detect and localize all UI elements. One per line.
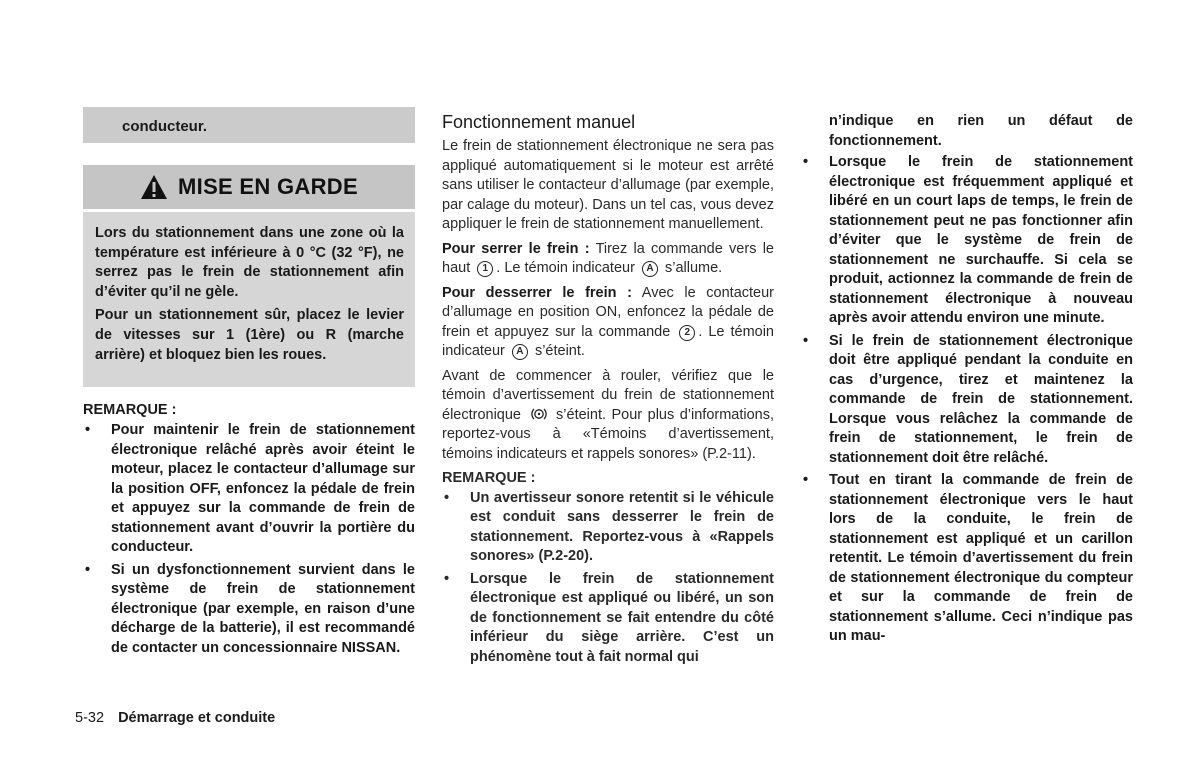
serrer-text: . Le témoin indicateur [496,260,635,276]
list-item-text: Lorsque le frein de stationnement électronique est fréquemment appliqué et libéré en un court laps de temps, le frein de stationnement peut ne pas fonctionner afin d’éviter que le système de frein de stationnement ne surchauffe. Si cela se produit, actionnez la commande de frein de stationnement électronique à nouveau après avoir attendu environ une minute. [829,154,1133,326]
list-item-text: Tout en tirant la commande de frein de stationnement électronique vers le haut lors de la conduite, le frein de stationnement est appliqué et un carillon retentit. Le témoin d’avertissement du frein de stationnement électronique du compteur et sur la commande de frein de stationnement s’allume. Ceci n’indique pas un mau- [829,472,1133,644]
list-item [83,421,415,558]
bullet-dot: • [444,489,450,506]
bullet-dot: • [444,570,450,587]
list-item [801,153,1133,329]
bullet-dot: • [803,154,809,170]
conducteur-box [83,107,415,143]
list-item [801,471,1133,647]
list-item-text: Si un dysfonctionnement survient dans le système de frein de stationnement électronique (par exemple, en raison d’une décharge de la batterie), il est recommandé de contacter un concessionnaire NISSAN. [111,561,415,656]
bullet-dot: • [803,332,809,349]
brake-warning-icon [530,406,548,422]
list-item [83,561,415,659]
avant-paragraph [442,367,774,465]
list-item [801,332,1133,469]
desserrer-text: . Le témoin indicateur [442,323,774,359]
page-number: 5-32 [75,710,105,726]
avant-text: Avant de commencer à rouler, vérifiez que le témoin d’avertissement du frein de stationnement électronique [442,367,774,423]
conducteur-text: conducteur. [122,118,208,135]
intro-paragraph: Le frein de stationnement électronique ne sera pas appliqué automatiquement si le moteur est arrêté sans utiliser le contacteur d’allumage (par exemple, par calage du moteur). Dans un tel cas, vous devez appliquer le frein de stationnement manuellement. [442,138,774,232]
indicator-a-icon: A [642,261,658,277]
list-item [442,489,774,567]
section-name: Démarrage et conduite [118,710,276,726]
serrer-label: Pour serrer le frein : [442,240,590,257]
warning-body [83,212,415,387]
serrer-paragraph [442,240,774,279]
middle-body [442,137,774,670]
warning-title: MISE EN GARDE [178,174,358,199]
callout-2-icon: 2 [679,325,695,341]
warning-paragraph: Lors du stationnement dans une zone où la température est inférieure à 0 °C (32 °F), ne serrez pas le frein de stationnement afin d’éviter qu’il ne gèle. [95,225,404,300]
warning-triangle-icon [140,174,168,200]
serrer-text: Tirez la commande vers le haut [442,240,774,276]
remark-title: REMARQUE : [83,402,177,418]
desserrer-label: Pour desserrer le frein : [442,284,632,301]
remark-bullets [83,421,415,661]
list-item [442,570,774,668]
bullet-dot: • [85,422,91,438]
warning-header [83,165,415,209]
list-item-text: Lorsque le frein de stationnement électronique est appliqué ou libéré, un son de fonctionnement se fait entendre du côté inférieur du siège arrière. C’est un phénomène tout à fait normal qui [470,570,774,665]
desserrer-paragraph [442,284,774,362]
list-item-text: Si le frein de stationnement électronique doit être appliqué pendant la conduite en cas d’urgence, tirez et maintenez la commande de frein de stationnement. Lorsque vous relâchez la commande de frein de stationnement, le frein de stationnement doit être relâché. [829,332,1133,466]
avant-text: s’éteint. Pour plus d’informations, reportez-vous à «Témoins d’avertissement, témoins indicateurs et rappels sonores» (P.2-11). [442,406,775,462]
list-item-text: Un avertisseur sonore retentit si le véhicule est conduit sans desserrer le frein de stationnement. Reportez-vous à «Rappels sonores» (P.2-20). [470,489,774,564]
indicator-a-icon: A [512,344,528,360]
right-bullets [801,153,1133,650]
bullet-dot: • [803,472,809,488]
section-heading: Fonctionnement manuel [442,112,636,132]
remark-title: REMARQUE : [442,470,536,486]
bullet-dot: • [85,561,91,578]
callout-1-icon: 1 [477,261,493,277]
serrer-text: s’allume. [664,260,723,276]
warning-paragraph: Pour un stationnement sûr, placez le levier de vitesses sur 1 (1ère) ou R (marche arrière) et bloquez bien les roues. [95,307,404,363]
list-item-text: Pour maintenir le frein de stationnement électronique relâché après avoir éteint le moteur, placez le contacteur d’allumage sur la position OFF, enfoncez la pédale de frein et appuyez sur la commande de frein de stationnement avant d’ouvrir la portière du conducteur. [111,422,415,555]
page-footer [75,710,275,726]
continuation-text: n’indique en rien un défaut de fonctionnement. [829,113,1133,149]
desserrer-text: s’éteint. [534,343,585,359]
desserrer-text: Avec le contacteur d’allumage en position ON, enfoncez la pédale de frein et appuyez sur la commande [442,284,775,340]
